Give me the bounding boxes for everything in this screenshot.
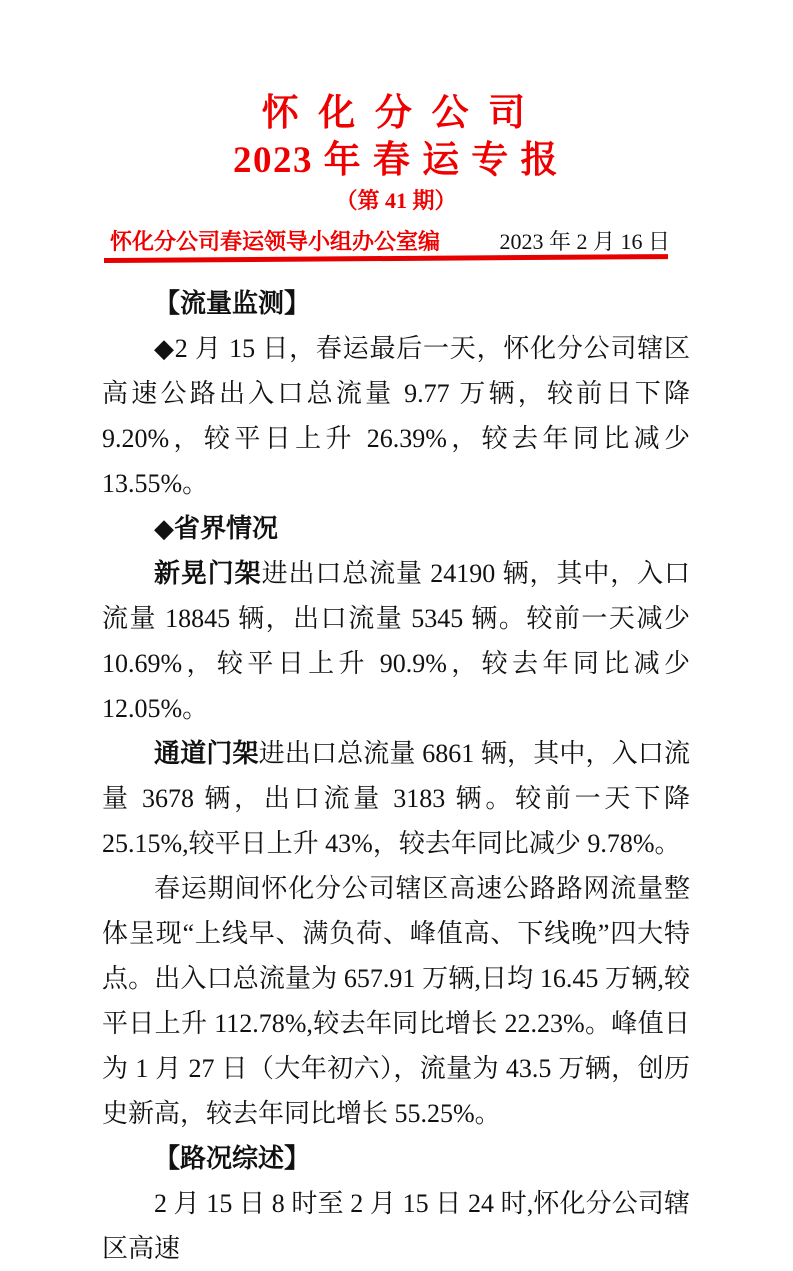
subsection-heading-province-border: ◆省界情况 bbox=[154, 514, 278, 543]
doc-body bbox=[102, 281, 690, 1271]
header-divider-rule bbox=[104, 254, 668, 263]
issue-number: （第 41 期） bbox=[335, 188, 457, 213]
xinhuang-gantry-text: 进出口总流量 24190 辆，其中，入口流量 18845 辆，出口流量 5345 辆。较前一天减少 10.69%，较平日上升 90.9%，较去年同比减少 12.05%。 bbox=[102, 559, 690, 723]
paragraph-tongdao-gantry bbox=[102, 731, 690, 866]
document-content bbox=[102, 0, 690, 1271]
main-title-line1: 怀 化 分 公 司 bbox=[261, 93, 531, 134]
editor-row bbox=[110, 229, 670, 255]
issue-date: 2023 年 2 月 16 日 bbox=[499, 229, 670, 254]
paragraph-springfestival-summary: 春运期间怀化分公司辖区高速公路路网流量整体呈现“上线早、满负荷、峰值高、下线晚”四大特点。出入口总流量为 657.91 万辆,日均 16.45 万辆,较平日上升 112.78%,较去年同比增长 22.23%。峰值日为 1 月 27 日（大年初六），流量为 43.5 万辆，创历史新高，较去年同比增长 55.25%。 bbox=[102, 874, 690, 1128]
editor-label: 怀化分公司春运领导小组办公室编 bbox=[110, 229, 441, 254]
tongdao-gantry-label: 通道门架 bbox=[154, 739, 259, 768]
paragraph-road-condition: 2 月 15 日 8 时至 2 月 15 日 24 时,怀化分公司辖区高速 bbox=[102, 1189, 690, 1263]
paragraph-daily-flow: ◆2 月 15 日，春运最后一天，怀化分公司辖区高速公路出入口总流量 9.77 万辆，较前日下降 9.20%，较平日上升 26.39%，较去年同比减少 13.55%。 bbox=[102, 334, 690, 498]
section-heading-road-condition: 【路况综述】 bbox=[154, 1144, 311, 1173]
section-heading-traffic-monitor: 【流量监测】 bbox=[154, 289, 311, 318]
tongdao-gantry-text: 进出口总流量 6861 辆，其中，入口流量 3678 辆，出口流量 3183 辆。较前一天下降 25.15%,较平日上升 43%，较去年同比减少 9.78%。 bbox=[102, 739, 690, 858]
paragraph-xinhuang-gantry bbox=[102, 551, 690, 731]
xinhuang-gantry-label: 新晃门架 bbox=[154, 559, 262, 588]
main-title-line2: 2023 年 春 运 专 报 bbox=[233, 140, 559, 181]
doc-header bbox=[102, 0, 690, 215]
